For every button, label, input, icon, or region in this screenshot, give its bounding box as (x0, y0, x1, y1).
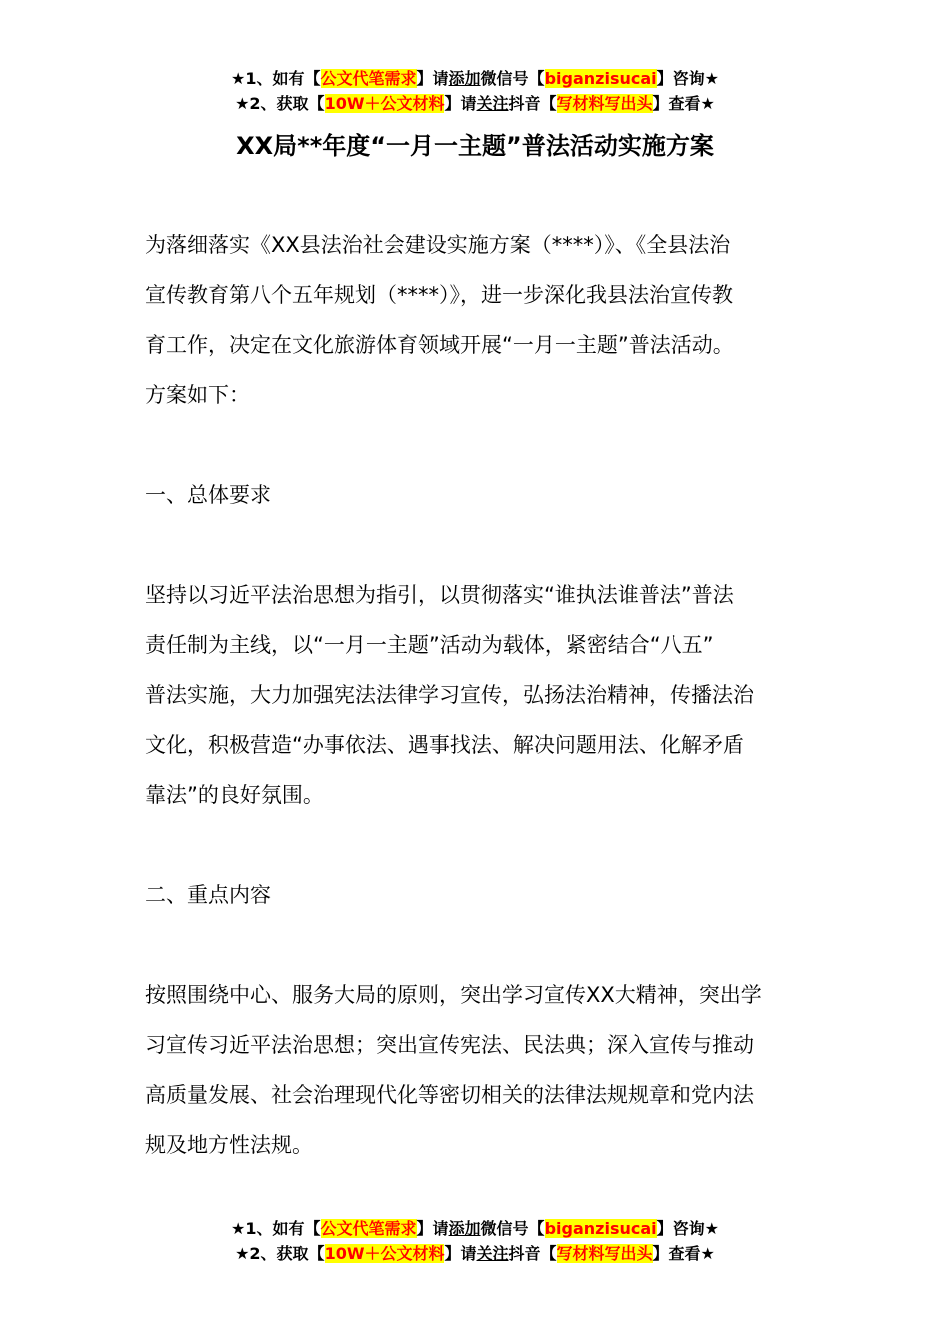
promo-text: ★1、如有【 (231, 69, 321, 88)
promo-text: 】咨询★ (656, 1219, 719, 1238)
promo-text: 微信号【 (480, 1219, 545, 1238)
promo-highlight: 公文代笔需求 (320, 69, 417, 88)
promo-text: 】请 (416, 69, 449, 88)
promo-text: 】查看★ (652, 94, 715, 113)
promo-text: ★1、如有【 (231, 1219, 321, 1238)
promo-highlight: biganzisucai (544, 69, 657, 88)
promo-text: 】请 (444, 1244, 477, 1263)
text-line: 习宣传习近平法治思想；突出宣传宪法、民法典；深入宣传与推动 (145, 1033, 754, 1057)
blank-line (145, 420, 810, 470)
text-line: 育工作，决定在文化旅游体育领域开展“一月一主题”普法活动。 (145, 333, 734, 357)
promo-underline: 关注 (476, 1244, 509, 1263)
section-1-paragraph (145, 570, 810, 820)
text-line: 方案如下： (145, 383, 250, 407)
promo-text: 微信号【 (480, 69, 545, 88)
promo-highlight: 10W＋公文材料 (324, 94, 445, 113)
text-line: 高质量发展、社会治理现代化等密切相关的法律法规规章和党内法 (145, 1083, 754, 1107)
promo-highlight: 公文代笔需求 (320, 1219, 417, 1238)
text-line: 按照围绕中心、服务大局的原则，突出学习宣传XX大精神，突出学 (145, 983, 762, 1007)
promo-text: 】查看★ (652, 1244, 715, 1263)
promo-banner-top (0, 66, 950, 116)
section-heading-1: 一、总体要求 (145, 483, 271, 507)
promo-text: 】请 (416, 1219, 449, 1238)
promo-underline: 添加 (448, 69, 481, 88)
promo-text: ★2、获取【 (235, 94, 325, 113)
promo-line-2 (0, 1241, 950, 1266)
text-line: 坚持以习近平法治思想为指引，以贯彻落实“谁执法谁普法”普法 (145, 583, 734, 607)
promo-highlight: 10W＋公文材料 (324, 1244, 445, 1263)
section-heading-2: 二、重点内容 (145, 883, 271, 907)
promo-banner-bottom (0, 1216, 950, 1266)
promo-highlight: 写材料写出头 (556, 1244, 653, 1263)
document-title: XX局**年度“一月一主题”普法活动实施方案 (236, 132, 714, 160)
intro-paragraph (145, 220, 810, 420)
text-line: 文化，积极营造“办事依法、遇事找法、解决问题用法、化解矛盾 (145, 733, 744, 757)
section-2-paragraph (145, 970, 810, 1170)
text-line: 靠法”的良好氛围。 (145, 783, 324, 807)
promo-underline: 添加 (448, 1219, 481, 1238)
promo-underline: 关注 (476, 94, 509, 113)
promo-text: 】咨询★ (656, 69, 719, 88)
blank-line (145, 820, 810, 870)
blank-line (145, 920, 810, 970)
promo-highlight: biganzisucai (544, 1219, 657, 1238)
text-line: 普法实施，大力加强宪法法律学习宣传，弘扬法治精神，传播法治 (145, 683, 754, 707)
promo-line-2 (0, 91, 950, 116)
promo-line-1 (0, 1216, 950, 1241)
text-line: 规及地方性法规。 (145, 1133, 313, 1157)
text-line: 责任制为主线，以“一月一主题”活动为载体，紧密结合“八五” (145, 633, 714, 657)
promo-text: ★2、获取【 (235, 1244, 325, 1263)
promo-line-1 (0, 66, 950, 91)
promo-text: 抖音【 (508, 94, 557, 113)
text-line: 为落细落实《XX县法治社会建设实施方案（****）》、《全县法治 (145, 233, 731, 257)
promo-text: 】请 (444, 94, 477, 113)
text-line: 宣传教育第八个五年规划（****）》，进一步深化我县法治宣传教 (145, 283, 733, 307)
document-body (145, 220, 810, 1170)
promo-highlight: 写材料写出头 (556, 94, 653, 113)
promo-text: 抖音【 (508, 1244, 557, 1263)
blank-line (145, 520, 810, 570)
